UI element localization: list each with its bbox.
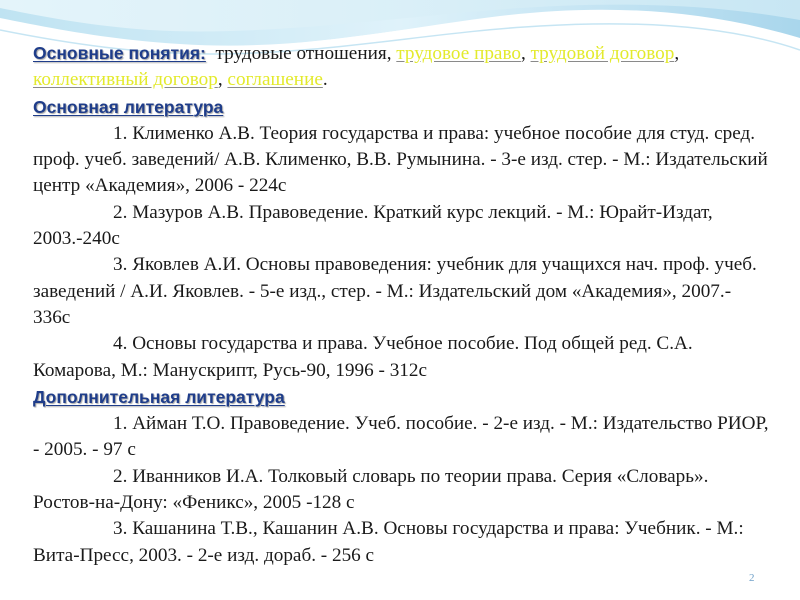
main-literature-item-4: 4. Основы государства и права. Учебное пособие. Под общей ред. С.А. Комарова, М.: Манускрипт, Русь-90, 1996 - 312с: [33, 333, 693, 381]
term-agreement-link[interactable]: соглашение: [227, 69, 323, 91]
additional-literature-heading: Дополнительная литература: [33, 386, 285, 407]
additional-literature-item-2: 2. Иванников И.А. Толковый словарь по теории права. Серия «Словарь». Ростов-на-Дону: «Феникс», 2005 -128 с: [33, 465, 709, 514]
term-labor-law-link[interactable]: трудовое право: [396, 43, 521, 64]
additional-literature-item-3: 3. Кашанина Т.В., Кашанин А.В. Основы государства и права: Учебник. - М.: Вита-Пресс, 2003. - 2-е изд. дораб. - 256 с: [33, 518, 744, 566]
main-literature-item-2: 2. Мазуров А.В. Правоведение. Краткий курс лекций. - М.: Юрайт-Издат, 2003.-240с: [33, 201, 713, 250]
additional-literature-heading-row: [33, 384, 773, 411]
concepts-heading: Основные понятия:: [33, 43, 206, 63]
page-number: 2: [749, 572, 755, 584]
term-labor-relations: трудовые отношения: [215, 43, 387, 64]
term-collective-agreement-link[interactable]: коллективный договор: [33, 69, 218, 91]
slide-content: [33, 40, 773, 569]
main-literature-heading-row: [33, 94, 773, 121]
additional-literature-item-1: 1. Айман Т.О. Правоведение. Учеб. пособие. - 2-е изд. - М.: Издательство РИОР, - 2005. - 97 с: [33, 413, 769, 461]
concepts-paragraph: Основные понятия: трудовые отношения, трудовое право, трудовой договор, коллективный договор, соглашение.: [33, 43, 680, 91]
main-literature-item-3: 3. Яковлев А.И. Основы правоведения: учебник для учащихся нач. проф. учеб. заведений / А.И. Яковлев. - 5-е изд., стер. - М.: Издательский дом «Академия», 2007.- 336с: [33, 254, 757, 328]
term-labor-contract-link[interactable]: трудовой договор: [530, 43, 675, 64]
main-literature-item-1: 1. Клименко А.В. Теория государства и права: учебное пособие для студ. сред. проф. учеб. заведений/ А.В. Клименко, В.В. Румынина. - 3-е изд. стер. - М.: Издательский центр «Академия», 2006 - 224с: [33, 122, 768, 197]
main-literature-heading: Основная литература: [33, 96, 224, 117]
